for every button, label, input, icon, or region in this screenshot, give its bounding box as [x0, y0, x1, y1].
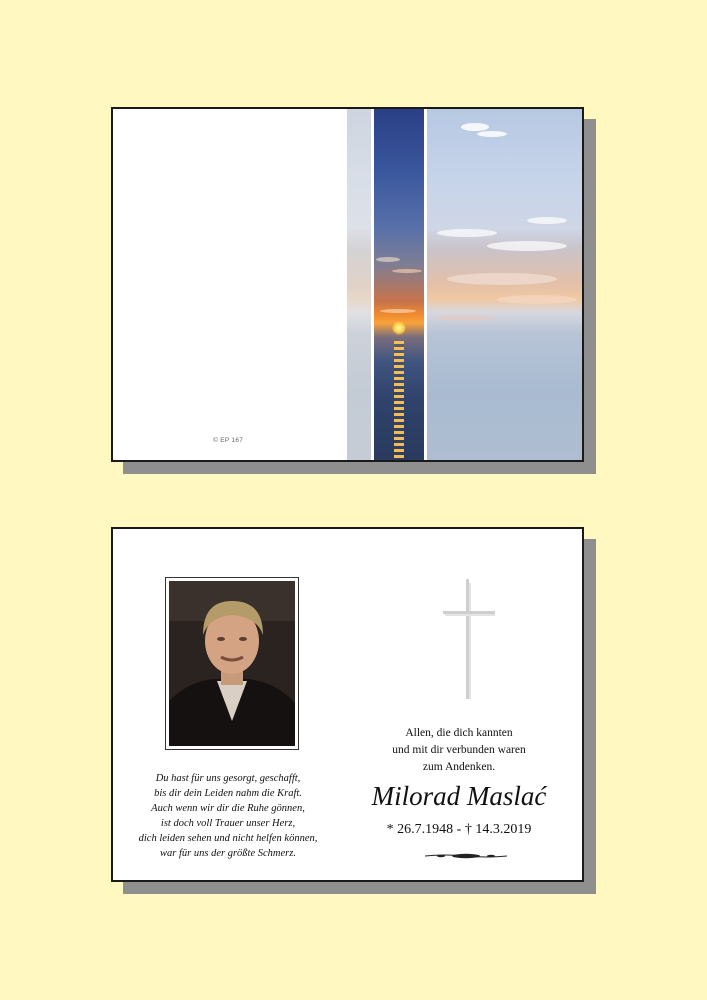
ornament-divider-icon — [425, 847, 507, 855]
deceased-name: Milorad Maslać — [371, 781, 547, 811]
tribute-text — [349, 725, 569, 776]
poem-line: dich leiden sehen und nicht helfen können, — [138, 833, 318, 844]
life-dates: * 26.7.1948 - † 14.3.2019 — [386, 822, 532, 837]
poem — [113, 771, 343, 861]
portrait-frame — [165, 577, 299, 750]
portrait-photo — [169, 581, 295, 746]
poem-line: bis dir dein Leiden nahm die Kraft. — [154, 788, 302, 799]
tribute-line: und mit dir verbunden waren — [392, 744, 526, 756]
cross-icon — [441, 579, 497, 701]
tribute-line: zum Andenken. — [422, 761, 496, 773]
sunset-strip-left — [347, 109, 371, 460]
sun-icon — [392, 321, 406, 335]
sun-reflection — [394, 341, 404, 459]
sunset-strip-center — [374, 109, 424, 460]
front-card — [111, 107, 584, 462]
tribute-line: Allen, die dich kannten — [405, 727, 513, 739]
sunset-strip-right — [427, 109, 584, 460]
poem-line: Auch wenn wir dir die Ruhe gönnen, — [151, 803, 305, 814]
inside-card — [111, 527, 584, 882]
poem-line: ist doch voll Trauer unser Herz, — [160, 818, 296, 829]
poem-line: war für uns der größte Schmerz. — [160, 848, 296, 859]
portrait-illustration — [169, 581, 295, 746]
poem-line: Du hast für uns gesorgt, geschafft, — [155, 773, 301, 784]
copyright-text: © EP 167 — [213, 437, 244, 444]
